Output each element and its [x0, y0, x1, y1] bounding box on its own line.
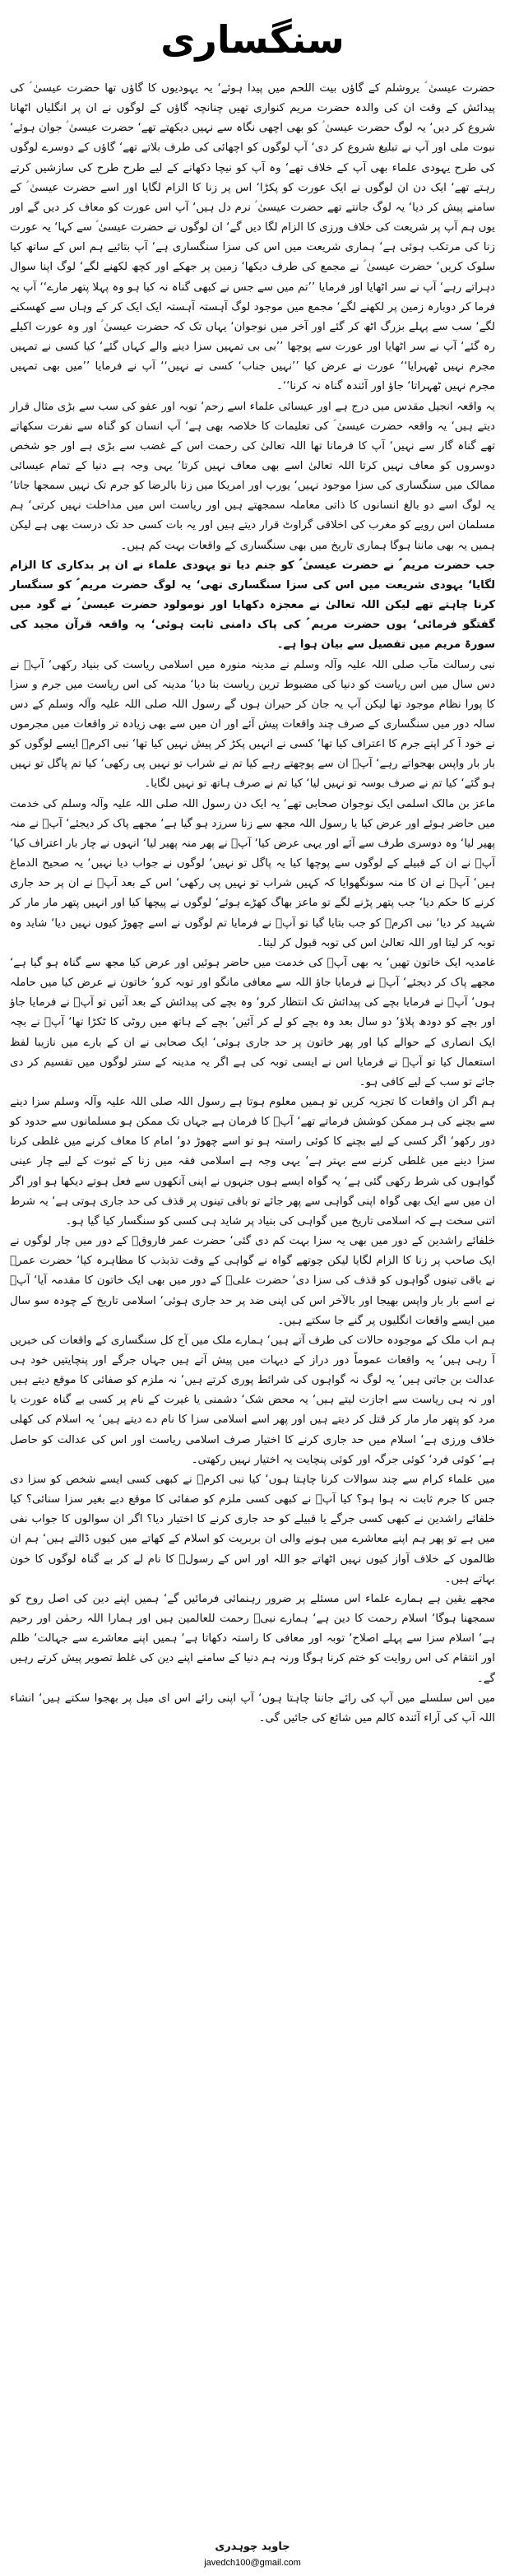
author-name: جاوید چوہدری [215, 2541, 290, 2553]
paragraph: مجھے یقین ہے ہمارے علماء اس مسئلے پر ضرور رہنمائی فرمائیں گے‘ ہمیں اپنے دین کی اصل روح کو سمجھنا ہوگا‘ اسلام رحمت کا دین ہے‘ ہمارے نبیؐ رحمت للعالمین ہیں اور ہمارا اللہ رحمٰن اور رحیم ہے‘ اسلام سزا سے پہلے اصلاح‘ توبہ اور معافی کا راستہ دکھاتا ہے‘ ہمیں اپنے معاشرے سے جہالت‘ ظلم اور انتقام کی اس روایت کو ختم کرنا ہوگا ورنہ ہم دنیا کے سامنے اپنے دین کی غلط تصویر پیش کرتے رہیں گے۔ [10, 1592, 495, 1685]
paragraph: میں علماء کرام سے چند سوالات کرنا چاہتا ہوں‘ کیا نبی اکرمؐ نے کبھی کسی ایسے شخص کو سزا دی جس کا جرم ثابت نہ ہوا ہو؟ کیا آپؐ نے کبھی کسی ملزم کو صفائی کا موقع دیے بغیر سزا سنائی؟ کیا خلفائے راشدین نے کبھی کسی جرگے یا قبیلے کو حد جاری کرنے کا اختیار دیا؟ اگر ان سوالوں کا جواب نفی میں ہے تو پھر ہم اپنے معاشرے میں ہونے والی ان بربریت کو اسلام کے کھاتے میں کیوں ڈالتے ہیں‘ ہم ان ظالموں کے خلاف آواز کیوں نہیں اٹھاتے جو اللہ اور اس کے رسولؐ کا نام لے کر بے گناہ لوگوں کا خون بہاتے ہیں۔ [10, 1473, 495, 1585]
paragraph: ماعز بن مالک اسلمی ایک نوجوان صحابی تھے‘ یہ ایک دن رسول اللہ صلی اللہ علیہ وآلہ وسلم کی خدمت میں حاضر ہوئے اور عرض کیا یا رسول اللہ مجھ سے زنا سرزد ہو گیا ہے‘ مجھے پاک کر دیجئے‘ آپؐ نے منہ پھیر لیا‘ وہ دوسری طرف سے آئے اور یہی عرض کیا‘ آپؐ نے پھر منہ پھیر لیا‘ انہوں نے چار بار اعتراف کیا‘ آپؐ نے ان کے قبیلے کے لوگوں سے پوچھا کیا یہ پاگل تو نہیں‘ لوگوں نے جواب دیا نہیں‘ یہ صحیح الدماغ ہیں‘ آپؐ نے ان کا منہ سونگھوایا کہ کہیں شراب تو نہیں پی رکھی‘ اس کے بعد آپؐ نے ان پر حد جاری کرنے کا حکم دیا‘ جب پتھر پڑنے لگے تو ماعز بھاگ کھڑے ہوئے‘ لوگوں نے پیچھا کیا اور انہیں پتھر مار مار کر شہید کر دیا‘ نبی اکرمؐ کو جب بتایا گیا تو آپؐ نے فرمایا تم لوگوں نے اسے چھوڑ کیوں نہیں دیا‘ شاید وہ توبہ کر لیتا اور اللہ تعالیٰ اس کی توبہ قبول کر لیتا۔ [10, 797, 495, 949]
paragraph: ہم اگر ان واقعات کا تجزیہ کریں تو ہمیں معلوم ہوتا ہے رسول اللہ صلی اللہ علیہ وآلہ وسلم سزا دینے سے بچنے کی ہر ممکن کوشش فرماتے تھے‘ آپؐ کا فرمان ہے جہاں تک ممکن ہو مسلمانوں سے حدود کو دور رکھو‘ اگر کسی کے لیے بچنے کا کوئی راستہ ہو تو اسے چھوڑ دو‘ امام کا معاف کرنے میں غلطی کرنا سزا دینے میں غلطی کرنے سے بہتر ہے‘ یہی وجہ ہے اسلامی فقہ میں زنا کے ثبوت کے لیے چار عینی گواہوں کی شرط رکھی گئی ہے‘ یہ گواہ ایسے ہوں جنہوں نے اپنی آنکھوں سے فعل ہوتے دیکھا ہو اور اگر ان میں سے ایک بھی گواہ اپنی گواہی سے پھر جائے تو باقی تینوں پر قذف کی حد جاری ہوتی ہے‘ یہ شرط اتنی سخت ہے کہ اسلامی تاریخ میں گواہی کی بنیاد پر شاید ہی کسی کو سنگسار کیا گیا ہو۔ [10, 1095, 495, 1228]
paragraph: ہم اب ملک کے موجودہ حالات کی طرف آتے ہیں‘ ہمارے ملک میں آج کل سنگساری کے واقعات کی خبریں آ رہی ہیں‘ یہ واقعات عموماً دور دراز کے دیہات میں پیش آتے ہیں جہاں جرگے اور پنچایتیں خود ہی عدالت بن جاتی ہیں‘ یہ لوگ نہ گواہوں کی شرائط پوری کرتے ہیں‘ نہ ملزم کو صفائی کا موقع دیتے ہیں اور نہ ہی ریاست سے اجازت لیتے ہیں‘ یہ محض شک‘ دشمنی یا غیرت کے نام پر کسی بے گناہ عورت یا مرد کو پتھر مار مار کر قتل کر دیتے ہیں اور پھر اسے اسلامی سزا کا نام دے دیتے ہیں‘ یہ اسلام کی کھلی خلاف ورزی ہے‘ اسلام میں حد جاری کرنے کا اختیار صرف اسلامی ریاست اور اس کی عدالت کو حاصل ہے‘ کوئی فرد‘ کوئی جرگہ اور کوئی پنچایت یہ اختیار نہیں رکھتی۔ [10, 1334, 495, 1466]
page-title: سنگساری [160, 17, 345, 62]
closing-paragraph: میں اس سلسلے میں آپ کی رائے جاننا چاہتا ہوں‘ آپ اپنی رائے اس ای میل پر بھجوا سکتے ہیں‘ انشاء اللہ آپ کی آراء آئندہ کالم میں شائع کی جائیں گی۔ [10, 1692, 495, 1724]
article-body [10, 79, 495, 1729]
paragraph: نبی رسالت مآب صلی اللہ علیہ وآلہ وسلم نے مدینہ منورہ میں اسلامی ریاست کی بنیاد رکھی‘ آپؐ نے دس سال میں اس ریاست کو دنیا کی مضبوط ترین ریاست بنا دیا‘ مدینہ کی اس ریاست میں جرم و سزا کا پورا نظام موجود تھا لیکن آپ یہ جان کر حیران ہوں گے رسول اللہ صلی اللہ علیہ وآلہ وسلم کے دس سالہ دور میں سنگساری کے صرف چند واقعات پیش آئے اور ان میں سے بھی زیادہ تر واقعات میں مجرموں نے خود آ کر اپنے جرم کا اعتراف کیا تھا‘ کسی نے انہیں پکڑ کر پیش نہیں کیا تھا‘ نبی اکرمؐ ایسے لوگوں کو بار بار واپس بھجواتے رہے‘ آپؐ ان سے پوچھتے رہے کیا تم نے شراب تو نہیں پی رکھی‘ کیا تم پاگل تو نہیں ہو گئے‘ کیا تم نے صرف بوسہ تو نہیں لیا‘ کیا تم نے صرف ہاتھ تو نہیں لگایا۔ [10, 658, 495, 791]
byline [0, 2538, 505, 2569]
column-header [8, 0, 497, 79]
author-email[interactable]: javedch100@gmail.com [204, 2558, 301, 2568]
paragraph: غامدیہ ایک خاتون تھیں‘ یہ بھی آپؐ کی خدمت میں حاضر ہوئیں اور عرض کیا مجھ سے گناہ ہو گیا ہے‘ مجھے پاک کر دیجئے‘ آپؐ نے فرمایا جاؤ اللہ سے معافی مانگو اور توبہ کرو‘ خاتون نے عرض کیا میں حاملہ ہوں‘ آپؐ نے فرمایا بچے کی پیدائش تک انتظار کرو‘ وہ بچے کی پیدائش کے بعد آئیں تو آپؐ نے فرمایا جاؤ اور بچے کو دودھ پلاؤ‘ دو سال بعد وہ بچے کو لے کر آئیں‘ بچے کے ہاتھ میں روٹی کا ٹکڑا تھا‘ آپؐ نے بچہ ایک انصاری کے حوالے کیا اور پھر خاتون پر حد جاری ہوئی‘ ایک صحابی نے ان کے بارے میں نازیبا لفظ استعمال کیا تو آپؐ نے فرمایا اس نے ایسی توبہ کی ہے اگر یہ مدینہ کے ستر لوگوں میں تقسیم کر دی جائے تو سب کے لیے کافی ہو۔ [10, 956, 495, 1088]
paragraph: یہ واقعہ انجیل مقدس میں درج ہے اور عیسائی علماء اسے رحم‘ توبہ اور عفو کی سب سے بڑی مثال قرار دیتے ہیں‘ یہ واقعہ حضرت عیسیٰ ؑ کی تعلیمات کا خلاصہ بھی ہے‘ آپ انسان کو گناہ سے نفرت سکھاتے تھے گناہ گار سے نہیں‘ آپ کا فرمانا تھا اللہ تعالیٰ کی رحمت اس کے غضب سے بڑی ہے اور جو شخص دوسروں کو معاف نہیں کرتا اللہ تعالیٰ اسے بھی معاف نہیں کرتا‘ یہی وجہ ہے دنیا کے تمام عیسائی ممالک میں سنگساری کی سزا موجود نہیں‘ یورپ اور امریکا میں زنا بالرضا کو جرم تک نہیں سمجھا جاتا‘ یہ لوگ اسے دو بالغ انسانوں کا ذاتی معاملہ سمجھتے ہیں اور ریاست اس میں مداخلت نہیں کرتی‘ ہم مسلمان اس رویے کو مغرب کی اخلاقی گراوٹ قرار دیتے ہیں اور یہ بات کسی حد تک درست بھی ہے لیکن ہمیں یہ بھی ماننا ہوگا ہماری تاریخ میں بھی سنگساری کے واقعات بہت کم ہیں۔ [10, 400, 495, 552]
paragraph: خلفائے راشدین کے دور میں بھی یہ سزا بہت کم دی گئی‘ حضرت عمر فاروقؓ کے دور میں چار لوگوں نے ایک صاحب پر زنا کا الزام لگایا لیکن چوتھے گواہ نے گواہی کے وقت تذبذب کا مظاہرہ کیا‘ حضرت عمرؓ نے باقی تینوں گواہوں کو قذف کی سزا دی‘ حضرت علیؓ کے دور میں بھی ایک خاتون کا مقدمہ آیا‘ آپؓ نے اسے بار بار واپس بھیجا اور بالآخر اس کی اپنی ضد پر حد جاری ہوئی‘ اسلامی تاریخ کے چودہ سو سال میں ایسے واقعات انگلیوں پر گنے جا سکتے ہیں۔ [10, 1235, 495, 1327]
highlighted-paragraph: جب حضرت مریم ؑ نے حضرت عیسیٰ ؑ کو جنم دیا تو یہودی علماء نے ان پر بدکاری کا الزام لگایا‘ یہودی شریعت میں اس کی سزا سنگساری تھی‘ یہ لوگ حضرت مریم ؑ کو سنگسار کرنا چاہتے تھے لیکن اللہ تعالیٰ نے معجزہ دکھایا اور نومولود حضرت عیسیٰ ؑ نے گود میں گفتگو فرمائی‘ یوں حضرت مریم ؑ کی پاک دامنی ثابت ہوئی‘ یہ واقعہ قرآن مجید کی سورۃ مریم میں تفصیل سے بیان ہوا ہے۔ [10, 559, 495, 652]
paragraph: حضرت عیسیٰ ؑ یروشلم کے گاؤں بیت اللحم میں پیدا ہوئے‘ یہ یہودیوں کا گاؤں تھا حضرت عیسیٰ ؑ کی پیدائش کے وقت ان کی والدہ حضرت مریم کنواری تھیں چنانچہ گاؤں کے لوگوں نے ان پر انگلیاں اٹھانا شروع کر دیں‘ یہ لوگ حضرت عیسیٰ ؑ کو بھی اچھی نگاہ سے نہیں دیکھتے تھے‘ حضرت عیسیٰ ؑ جوان ہوئے‘ نبوت ملی اور آپ نے تبلیغ شروع کر دی‘ آپ لوگوں کو اچھائی کی طرف بلاتے تھے‘ گاؤں کے دوسرے لوگوں کی طرح یہودی علماء بھی آپ کے خلاف تھے‘ وہ آپ کو نیچا دکھانے کے لیے طرح طرح کی سازشیں کرتے رہتے تھے‘ ایک دن ان لوگوں نے ایک عورت کو پکڑا‘ اس پر زنا کا الزام لگایا اور اسے حضرت عیسیٰ ؑ کے سامنے پیش کر دیا‘ یہ لوگ جانتے تھے حضرت عیسیٰ ؑ نرم دل ہیں‘ آپ اس عورت کو معاف کر دیں گے اور یوں ہم آپ پر شریعت کی خلاف ورزی کا الزام لگا دیں گے‘ ان لوگوں نے حضرت عیسیٰ ؑ سے کہا‘ یہ عورت زنا کی مرتکب ہوئی ہے‘ ہماری شریعت میں اس کی سزا سنگساری ہے‘ آپ بتائیے ہم اس کے ساتھ کیا سلوک کریں‘ حضرت عیسیٰ ؑ نے مجمع کی طرف دیکھا‘ زمین پر جھکے اور کچھ لکھنے لگے‘ لوگ اپنا سوال دہراتے رہے‘ آپ نے سر اٹھایا اور فرمایا ’’تم میں سے جس نے کبھی گناہ نہ کیا ہو وہ پہلا پتھر مارے‘‘ آپ یہ فرما کر دوبارہ زمین پر لکھنے لگے‘ مجمع میں موجود لوگ آہستہ آہستہ ایک ایک کر کے وہاں سے کھسکنے لگے‘ سب سے پہلے بزرگ اٹھ کر گئے اور آخر میں نوجوان‘ یہاں تک کہ حضرت عیسیٰ ؑ اور وہ عورت اکیلے رہ گئے‘ آپ نے سر اٹھایا اور عورت سے پوچھا ’’بی بی تمہیں سزا دینے والے کہاں گئے‘ کیا کسی نے تمہیں مجرم نہیں ٹھہرایا‘‘ عورت نے عرض کیا ’’نہیں جناب‘ کسی نے نہیں‘‘ آپ نے فرمایا ’’میں بھی تمہیں مجرم نہیں ٹھہراتا‘ جاؤ اور آئندہ گناہ نہ کرنا‘‘۔ [10, 82, 495, 393]
